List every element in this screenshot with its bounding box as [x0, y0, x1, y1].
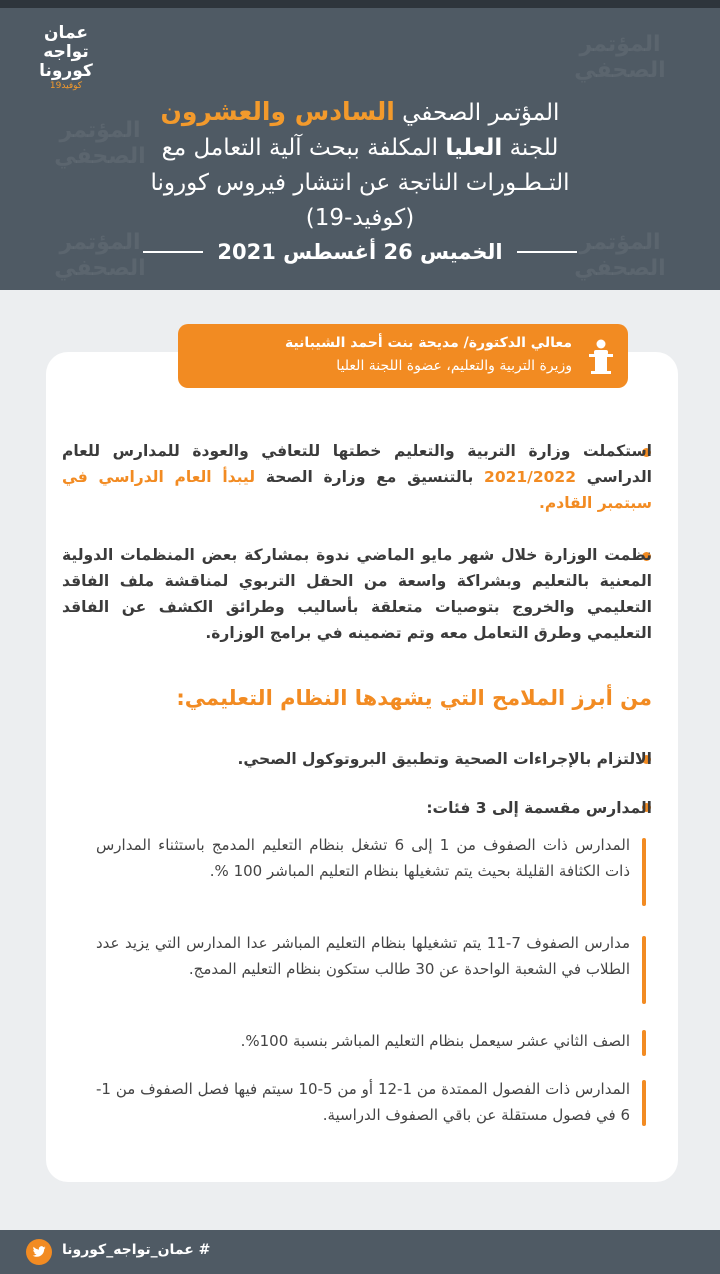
- watermark: المؤتمر الصحفي: [574, 32, 666, 83]
- watermark: المؤتمر الصحفي: [574, 230, 666, 281]
- watermark: المؤتمر الصحفي: [54, 118, 146, 169]
- list-item: مدارس الصفوف 7-11 يتم تشغيلها بنظام التعليم المباشر عدا المدارس التي يزيد عدد الطلاب في الشعبة الواحدة عن 30 طالب ستكون بنظام التعليم المدمج.: [96, 934, 630, 978]
- paragraph-return-plan: استكملت وزارة التربية والتعليم خطتها للتعافي والعودة للمدارس للعام الدراسي 2021/2022 بالتنسيق مع وزارة الصحة ليبدأ العام الدراسي في سبتمبر القادم.: [62, 442, 652, 512]
- list-item: الصف الثاني عشر سيعمل بنظام التعليم المباشر بنسبة 100%.: [240, 1032, 630, 1050]
- bullet-health-protocol: الالتزام بالإجراءات الصحية وتطبيق البروتوكول الصحي.: [237, 750, 652, 768]
- conference-date: الخميس 26 أغسطس 2021: [0, 240, 720, 264]
- watermark: المؤتمر الصحفي: [54, 230, 146, 281]
- list-item: المدارس ذات الفصول الممتدة من 1-12 أو من 5-10 سيتم فيها فصل الصفوف من 1-6 في فصول مستقلة عن باقي الصفوف الدراسية.: [96, 1080, 630, 1124]
- list-item: المدارس ذات الصفوف من 1 إلى 6 تشغل بنظام التعليم المدمج باستثناء المدارس ذات الكثافة القليلة بحيث يتم تشغيلها بنظام التعليم المباشر 100 %.: [96, 836, 631, 880]
- paragraph-seminar: نظمت الوزارة خلال شهر مايو الماضي ندوة بمشاركة بعض المنظمات الدولية المعنية بالتعليم وبشراكة واسعة من الحقل التربوي لمناقشة ملف الفاقد التعليمي والخروج بتوصيات متعلقة بأساليب وطرائق الكشف عن الفاقد التعليمي وطرق التعامل معه وتم تضمينه في برامج الوزارة.: [62, 546, 652, 642]
- header-banner: [0, 8, 720, 290]
- features-heading: من أبرز الملامح التي يشهدها النظام التعليمي:: [176, 686, 652, 710]
- item-bar: [642, 936, 646, 1004]
- item-bar: [642, 1030, 646, 1056]
- logo-line-3: كورونا: [39, 61, 93, 81]
- item-bar: [642, 838, 646, 906]
- footer-bar: [0, 1230, 720, 1274]
- item-bar: [642, 1080, 646, 1126]
- logo-line-4: كوفيد19: [49, 81, 83, 91]
- logo-line-2: تواجه: [43, 42, 89, 62]
- speaker-name: معالي الدكتورة/ مديحة بنت أحمد الشيبانية: [284, 335, 572, 351]
- speaker-title: وزيرة التربية والتعليم، عضوة اللجنة العليا: [336, 358, 572, 374]
- conference-title: المؤتمر الصحفي السادس والعشرون للجنة العليا المكلفة ببحث آلية التعامل مع التـطـورات الناتجة عن انتشار فيروس كورونا (كوفيد-19): [150, 97, 570, 231]
- twitter-icon[interactable]: [26, 1239, 52, 1265]
- logo-line-1: عمان: [44, 23, 88, 43]
- speaker-badge: [178, 324, 628, 388]
- bullet-school-categories: المدارس مقسمة إلى 3 فئات:: [426, 799, 652, 817]
- podium-speaker-icon: [586, 338, 616, 374]
- logo: [26, 24, 106, 92]
- hashtag[interactable]: # عمان_تواجه_كورونا: [62, 1242, 211, 1258]
- top-strip: [0, 0, 720, 8]
